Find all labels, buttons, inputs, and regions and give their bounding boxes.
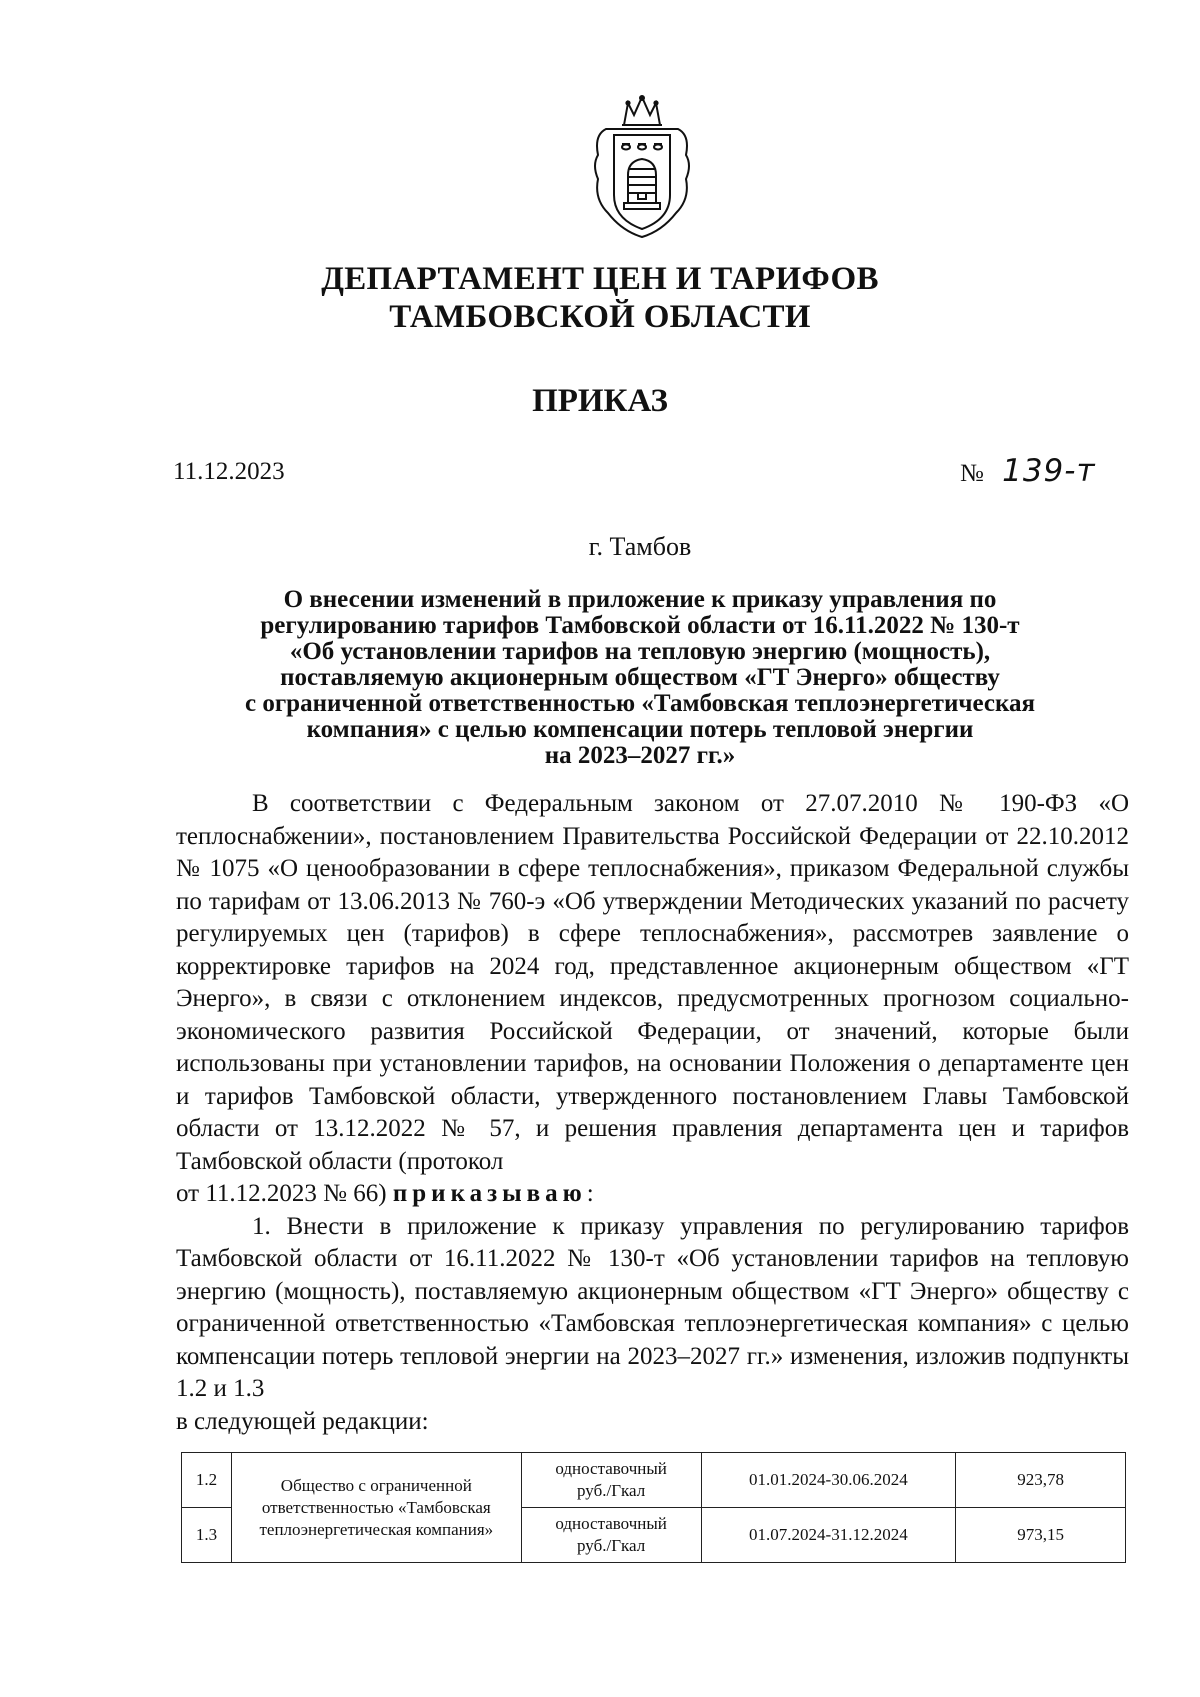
tariff-table	[181, 1452, 1126, 1563]
document-type: ПРИКАЗ	[532, 383, 668, 419]
department-name-line1: ДЕПАРТАМЕНТ ЦЕН И ТАРИФОВ	[321, 261, 879, 297]
subject-line: О внесении изменений в приложение к приказу управления по	[283, 586, 997, 613]
tariff-unit: руб./Гкал	[577, 1481, 646, 1500]
subject-line: с ограниченной ответственностью «Тамбовская теплоэнергетическая	[244, 690, 1036, 717]
table-row	[182, 1453, 1126, 1508]
subject-line: поставляемую акционерным обществом «ГТ Энерго» обществу	[280, 664, 1000, 691]
tariff-type: одноставочный	[555, 1459, 667, 1478]
tariff-type-cell	[521, 1453, 701, 1508]
row-number: 1.3	[182, 1508, 232, 1563]
number-label: №	[960, 460, 984, 487]
subject-line: компания» с целью компенсации потерь тепловой энергии	[306, 716, 974, 743]
preamble-paragraph: В соответствии с Федеральным законом от 27.07.2010 № 190-ФЗ «О теплоснабжении», постановлением Правительства Российской Федерации от 22.10.2012 № 1075 «О ценообразовании в сфере теплоснабжения», приказом Федеральной службы по тарифам от 13.06.2013 № 760-э «Об утверждении Методических указаний по расчету регулируемых цен (тарифов) в сфере теплоснабжения», рассмотрев заявление о корректировке тарифов на 2024 год, представленное акционерным обществом «ГТ Энерго», в связи с отклонением индексов, предусмотренных прогнозом социально-экономического развития Российской Федерации, от значений, которые были использованы при установлении тарифов, на основании Положения о департаменте цен и тарифов Тамбовской области, утвержденного постановлением Главы Тамбовской области от 13.12.2022 № 57, и решения правления департамента цен и тарифов Тамбовской области (протокол	[176, 790, 1129, 1175]
row-number: 1.2	[182, 1453, 232, 1508]
document-city: г. Тамбов	[588, 532, 692, 561]
tariff-type-cell	[521, 1508, 701, 1563]
document-body	[176, 788, 1129, 1438]
subject-line: на 2023–2027 гг.»	[544, 742, 736, 769]
document-date: 11.12.2023	[173, 458, 285, 485]
document-number	[960, 453, 1096, 489]
document-subject	[150, 587, 1130, 769]
value-cell: 923,78	[956, 1453, 1126, 1508]
item-1-paragraph: 1. Внести в приложение к приказу управления по регулированию тарифов Тамбовской области от 16.11.2022 № 130-т «Об установлении тарифов на тепловую энергию (мощность), поставляемую акционерным обществом «ГТ Энерго» обществу с ограниченной ответственностью «Тамбовская теплоэнергетическая компания» с целью компенсации потерь тепловой энергии на 2023–2027 гг.» изменения, изложив подпункты 1.2 и 1.3	[176, 1212, 1129, 1402]
value-cell: 973,15	[956, 1508, 1126, 1563]
tambov-coat-of-arms-icon	[586, 95, 698, 240]
subject-line: «Об установлении тарифов на тепловую энергию (мощность),	[289, 638, 991, 665]
subject-line: регулированию тарифов Тамбовской области от 16.11.2022 № 130-т	[260, 612, 1020, 639]
preamble-final-line	[176, 1178, 1129, 1211]
preamble-last: от 11.12.2023 № 66)	[176, 1180, 387, 1207]
handwritten-number: 139-т	[1002, 453, 1096, 489]
period-cell: 01.01.2024-30.06.2024	[701, 1453, 956, 1508]
item-1-final-line: в следующей редакции:	[176, 1407, 429, 1435]
tariff-unit: руб./Гкал	[577, 1536, 646, 1555]
period-cell: 01.07.2024-31.12.2024	[701, 1508, 956, 1563]
tariff-type: одноставочный	[555, 1514, 667, 1533]
order-word: приказываю	[392, 1180, 587, 1207]
department-name-line2: ТАМБОВСКОЙ ОБЛАСТИ	[389, 299, 811, 335]
order-colon: :	[586, 1180, 594, 1207]
organization-cell: Общество с ограниченной ответственностью «Тамбовская теплоэнергетическая компания»	[231, 1453, 521, 1563]
